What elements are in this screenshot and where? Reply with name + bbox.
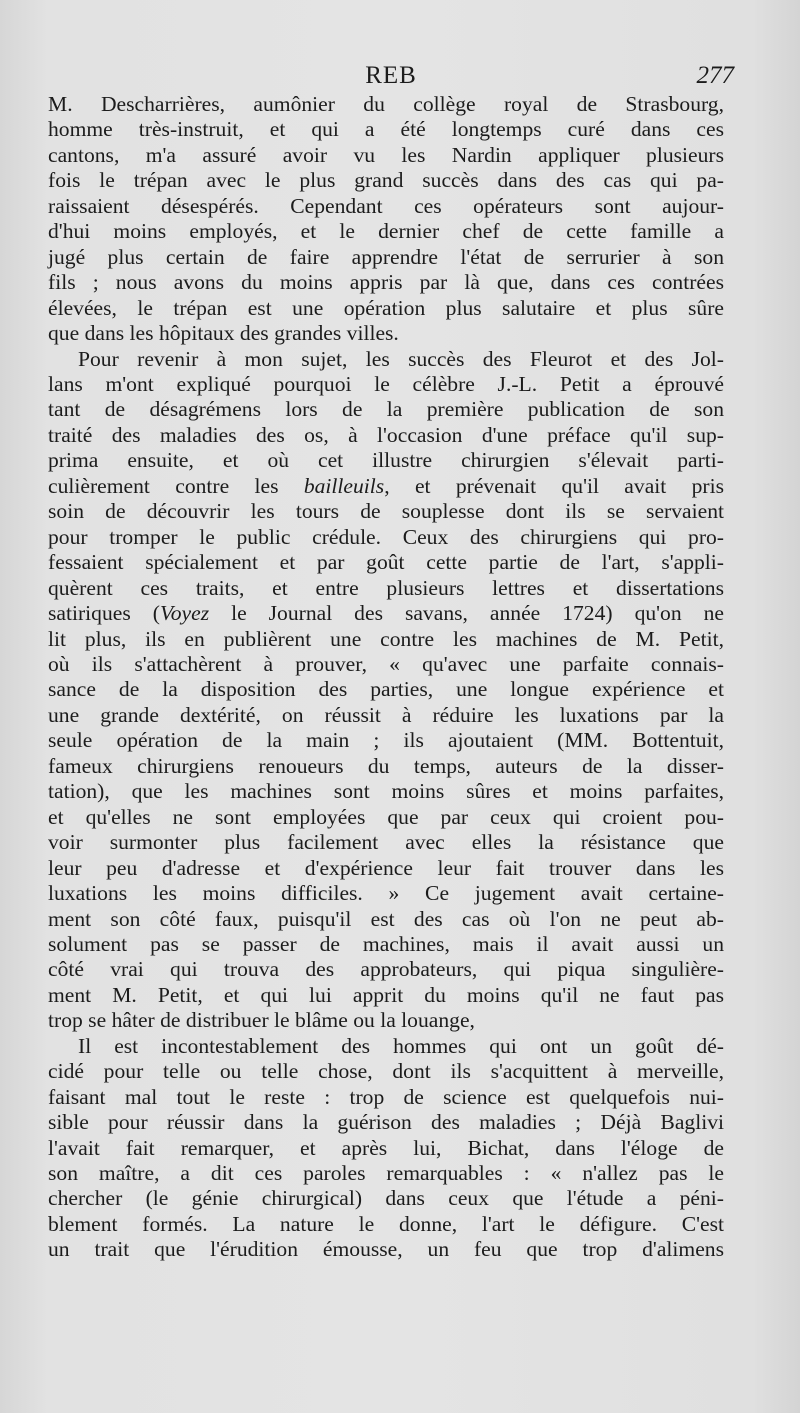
text-line: raissaient désespérés. Cependant ces opérateurs sont aujour- bbox=[48, 193, 724, 218]
text-line: que dans les hôpitaux des grandes villes. bbox=[48, 321, 399, 346]
page-number: 277 bbox=[696, 62, 734, 89]
text-line: l'avait fait remarquer, et après lui, Bichat, dans l'éloge de bbox=[48, 1135, 724, 1160]
body-text bbox=[48, 92, 724, 1263]
text-line: voir surmonter plus facilement avec elles la résistance que bbox=[48, 830, 724, 855]
text-line: pour tromper le public crédule. Ceux des chirurgiens qui pro- bbox=[48, 524, 724, 549]
text-line: lit plus, ils en publièrent une contre les machines de M. Petit, bbox=[48, 626, 724, 651]
text-line: trop se hâter de distribuer le blâme ou la louange, bbox=[48, 1008, 475, 1033]
text-line: son maître, a dit ces paroles remarquables : « n'allez pas le bbox=[48, 1161, 724, 1186]
text-line: et qu'elles ne sont employées que par ceux qui croient pou- bbox=[48, 804, 724, 829]
page-header bbox=[48, 62, 734, 92]
text-line: M. Descharrières, aumônier du collège royal de Strasbourg, bbox=[48, 92, 724, 116]
text-line: tant de désagrémens lors de la première publication de son bbox=[48, 397, 724, 422]
text-line: fameux chirurgiens renoueurs du temps, auteurs de la disser- bbox=[48, 753, 724, 778]
text-line: culièrement contre les bailleuils, et prévenait qu'il avait pris bbox=[48, 473, 724, 498]
text-line: une grande dextérité, on réussit à réduire les luxations par la bbox=[48, 702, 724, 727]
italic-term: Voyez bbox=[159, 601, 210, 626]
text-line: blement formés. La nature le donne, l'art le défigure. C'est bbox=[48, 1211, 724, 1236]
text-line: cidé pour telle ou telle chose, dont ils s'acquittent à merveille, bbox=[48, 1059, 724, 1084]
text-line: sance de la disposition des parties, une longue expérience et bbox=[48, 677, 724, 702]
text-line: cantons, m'a assuré avoir vu les Nardin appliquer plusieurs bbox=[48, 142, 724, 167]
text-line: Il est incontestablement des hommes qui ont un goût dé- bbox=[78, 1033, 724, 1058]
text-line: fois le trépan avec le plus grand succès dans des cas qui pa- bbox=[48, 168, 724, 193]
italic-term: bailleuils bbox=[303, 473, 385, 498]
text-line: prima ensuite, et où cet illustre chirurgien s'élevait parti- bbox=[48, 448, 724, 473]
text-line: solument pas se passer de machines, mais il avait aussi un bbox=[48, 931, 724, 956]
text-line: tation), que les machines sont moins sûres et moins parfaites, bbox=[48, 779, 724, 804]
text-line: un trait que l'érudition émousse, un feu que trop d'alimens bbox=[48, 1237, 724, 1262]
text-line: d'hui moins employés, et le dernier chef de cette famille a bbox=[48, 219, 724, 244]
text-line: soin de découvrir les tours de souplesse dont ils se servaient bbox=[48, 499, 724, 524]
text-line: lans m'ont expliqué pourquoi le célèbre J.-L. Petit a éprouvé bbox=[48, 371, 724, 396]
text-line: ment M. Petit, et qui lui apprit du moins qu'il ne faut pas bbox=[48, 982, 724, 1007]
text-line: où ils s'attachèrent à prouver, « qu'avec une parfaite connais- bbox=[48, 651, 724, 676]
text-line: faisant mal tout le reste : trop de science est quelquefois nui- bbox=[48, 1084, 724, 1109]
text-line: chercher (le génie chirurgical) dans ceux que l'étude a péni- bbox=[48, 1186, 724, 1211]
text-line: seule opération de la main ; ils ajoutaient (MM. Bottentuit, bbox=[48, 728, 724, 753]
text-line: quèrent ces traits, et entre plusieurs lettres et dissertations bbox=[48, 575, 724, 600]
text-line: satiriques (Voyez le Journal des savans, année 1724) qu'on ne bbox=[48, 601, 724, 626]
paragraph bbox=[48, 1034, 724, 1263]
text-line: leur peu d'adresse et d'expérience leur fait trouver dans les bbox=[48, 855, 724, 880]
text-line: jugé plus certain de faire apprendre l'état de serrurier à son bbox=[48, 244, 724, 269]
text-line: Pour revenir à mon sujet, les succès des Fleurot et des Jol- bbox=[78, 346, 724, 371]
text-line: ment son côté faux, puisqu'il est des cas où l'on ne peut ab- bbox=[48, 906, 724, 931]
text-line: côté vrai qui trouva des approbateurs, qui piqua singulière- bbox=[48, 957, 724, 982]
text-line: homme très-instruit, et qui a été longtemps curé dans ces bbox=[48, 117, 724, 142]
text-line: élevées, le trépan est une opération plus salutaire et plus sûre bbox=[48, 295, 724, 320]
text-line: luxations les moins difficiles. » Ce jugement avait certaine- bbox=[48, 881, 724, 906]
text-line: fils ; nous avons du moins appris par là que, dans ces contrées bbox=[48, 270, 724, 295]
paragraph bbox=[48, 347, 724, 1034]
text-line: traité des maladies des os, à l'occasion d'une préface qu'il sup- bbox=[48, 422, 724, 447]
text-line: sible pour réussir dans la guérison des maladies ; Déjà Baglivi bbox=[48, 1110, 724, 1135]
paragraph bbox=[48, 92, 724, 347]
running-head: REB bbox=[365, 62, 417, 89]
text-line: fessaient spécialement et par goût cette partie de l'art, s'appli- bbox=[48, 550, 724, 575]
